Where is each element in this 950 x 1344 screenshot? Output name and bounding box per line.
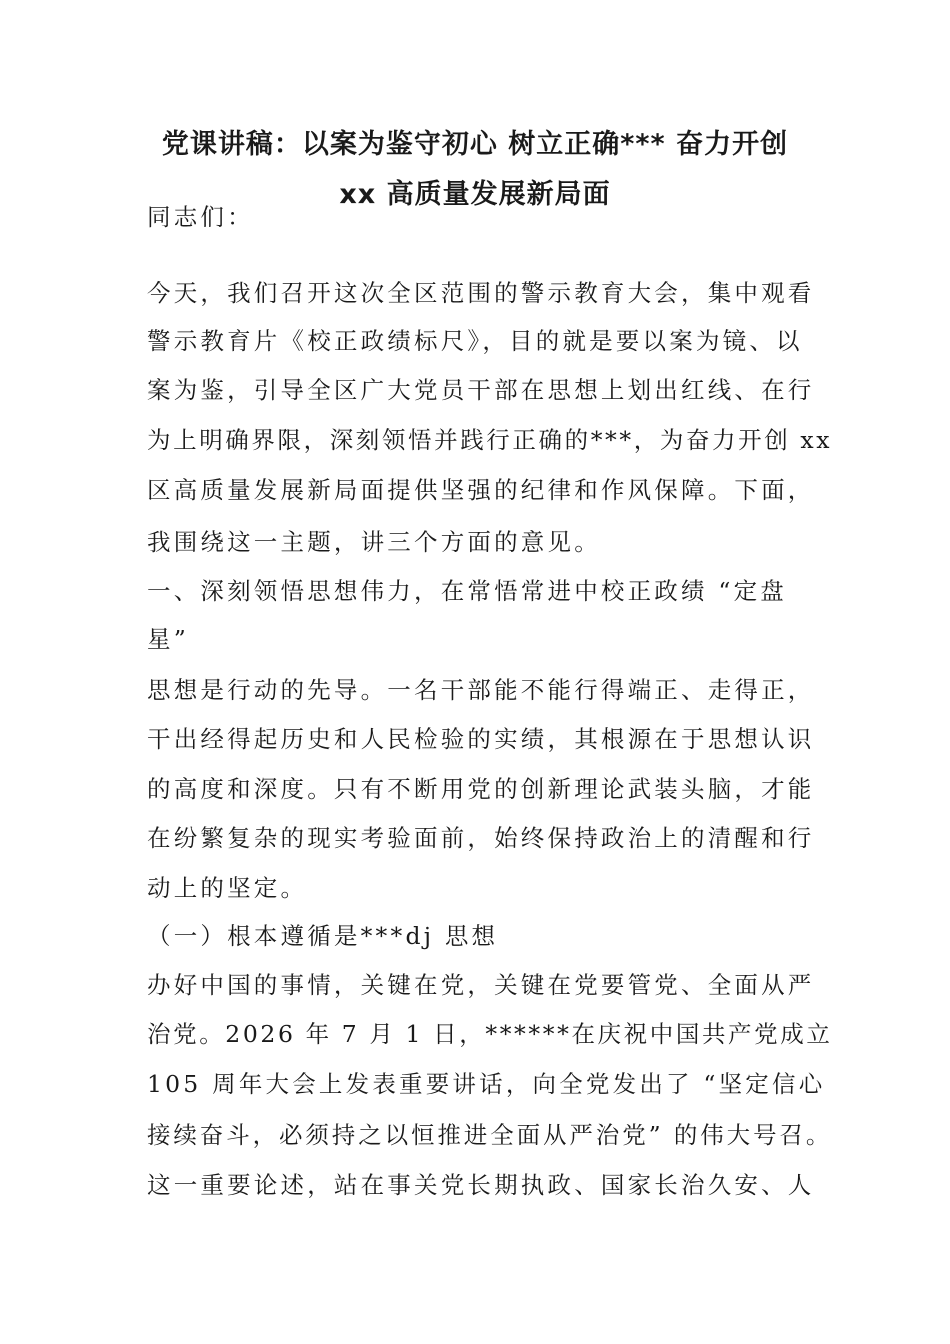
paragraph-line: 在纷繁复杂的现实考验面前，始终保持政治上的清醒和行 (147, 824, 815, 852)
paragraph-line: 为上明确界限，深刻领悟并践行正确的***，为奋力开创 xx (147, 426, 833, 454)
paragraph-line: 接续奋斗，必须持之以恒推进全面从严治党” 的伟大号召。 (147, 1121, 833, 1149)
document-title-line-1: 党课讲稿：以案为鉴守初心 树立正确*** 奋力开创 (161, 129, 789, 160)
paragraph-line: 办好中国的事情，关键在党，关键在党要管党、全面从严 (147, 971, 815, 999)
paragraph-line: 105 周年大会上发表重要讲话，向全党发出了 “坚定信心 (147, 1070, 826, 1098)
paragraph-line: 我围绕这一主题，讲三个方面的意见。 (147, 528, 601, 556)
section-heading-line: 一、深刻领悟思想伟力，在常悟常进中校正政绩 “定盘 (147, 577, 787, 605)
paragraph-line: 治党。2026 年 7 月 1 日，******在庆祝中国共产党成立 (147, 1020, 833, 1048)
paragraph-line: 警示教育片《校正政绩标尺》，目的就是要以案为镜、以 (147, 327, 803, 355)
paragraph-line: 思想是行动的先导。一名干部能不能行得端正、走得正， (147, 676, 815, 704)
paragraph-line: 区高质量发展新局面提供坚强的纪律和作风保障。下面， (147, 476, 815, 504)
paragraph-line: 案为鉴，引导全区广大党员干部在思想上划出红线、在行 (147, 376, 815, 404)
paragraph-line: 今天，我们召开这次全区范围的警示教育大会，集中观看 (147, 279, 815, 307)
section-heading-line: 星” (147, 625, 189, 653)
paragraph-line: 这一重要论述，站在事关党长期执政、国家长治久安、人 (147, 1171, 815, 1199)
paragraph-line: 动上的坚定。 (147, 874, 308, 902)
subsection-heading: （一）根本遵循是***dj 思想 (147, 922, 499, 950)
paragraph-line: 干出经得起历史和人民检验的实绩，其根源在于思想认识 (147, 725, 815, 753)
paragraph-line: 的高度和深度。只有不断用党的创新理论武装头脑，才能 (147, 775, 815, 803)
salutation: 同志们： (147, 203, 254, 231)
document-title-line-2: xx 高质量发展新局面 (339, 179, 611, 210)
